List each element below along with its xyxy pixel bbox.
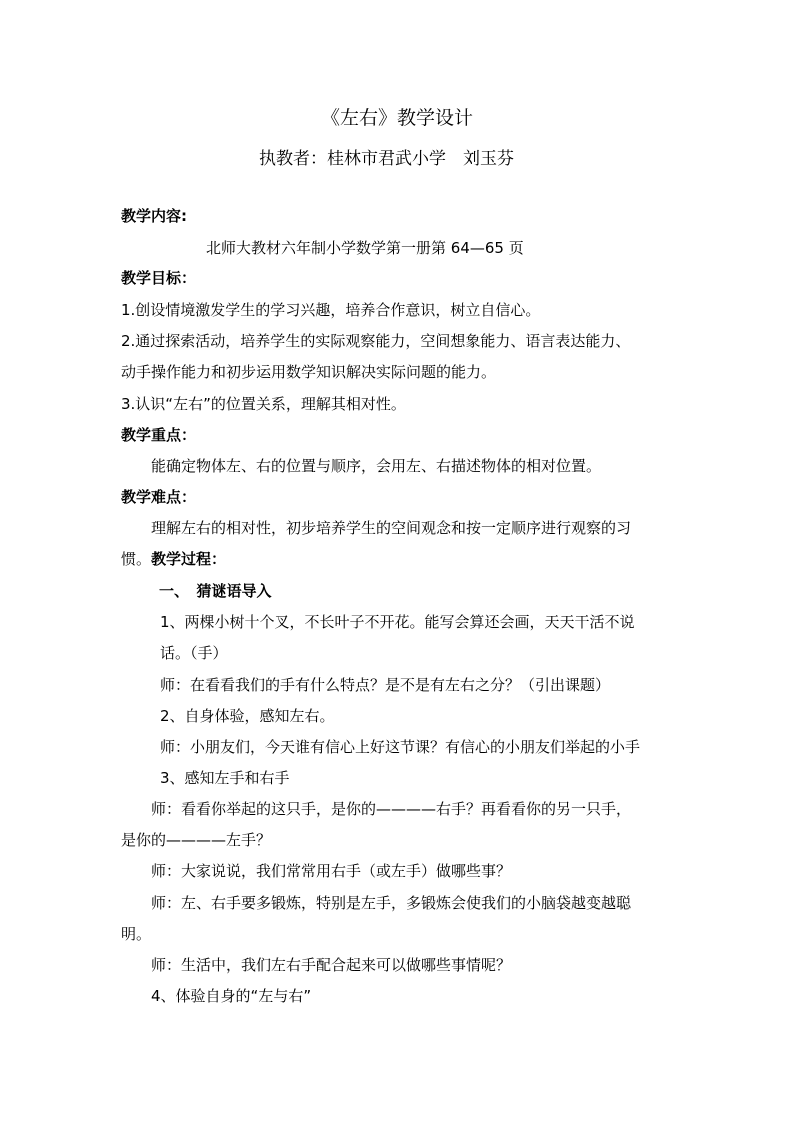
- riddle-line-2: 话。（手）: [160, 644, 228, 662]
- teacher-line-2: 师：小朋友们，今天谁有信心上好这节课？有信心的小朋友们举起的小手: [160, 738, 641, 756]
- difficulty-line-1: 理解左右的相对性，初步培养学生的空间观念和按一定顺序进行观察的习: [151, 519, 632, 537]
- step-2: 2、自身体验，感知左右。: [160, 707, 335, 725]
- objective-item-3: 3.认识“左右”的位置关系，理解其相对性。: [121, 395, 406, 413]
- step-4: 4、体验自身的“左与右”: [151, 987, 312, 1005]
- author-line: 执教者：桂林市君武小学 刘玉芬: [259, 149, 514, 169]
- teacher-line-5-part-2: 明。: [121, 925, 152, 943]
- objective-item-2-line-1: 2.通过探索活动，培养学生的实际观察能力，空间想象能力、语言表达能力、: [121, 332, 631, 350]
- section-1-title: 一、 猜谜语导入: [159, 582, 272, 600]
- page-title: 《左右》教学设计: [320, 107, 473, 129]
- teacher-line-4: 师：大家说说，我们常常用右手（或左手）做哪些事？: [151, 862, 512, 880]
- content-heading: 教学内容:: [121, 207, 187, 225]
- teacher-line-3-part-2: 是你的————左手？: [121, 831, 272, 849]
- content-text: 北师大教材六年制小学数学第一册第 64—65 页: [206, 239, 524, 257]
- teacher-line-5-part-1: 师：左、右手要多锻炼，特别是左手，多锻炼会使我们的小脑袋越变越聪: [151, 894, 632, 912]
- objectives-heading: 教学目标：: [121, 269, 197, 287]
- difficulty-line-2-text: 惯。: [121, 550, 152, 568]
- objective-item-2-line-2: 动手操作能力和初步运用数学知识解决实际问题的能力。: [121, 363, 497, 381]
- teacher-line-6: 师：生活中，我们左右手配合起来可以做哪些事情呢？: [151, 956, 512, 974]
- process-heading: 教学过程：: [151, 550, 227, 568]
- riddle-line-1: 1、两棵小树十个叉，不长叶子不开花。能写会算还会画，天天干活不说: [160, 613, 635, 631]
- teacher-line-1: 师：在看看我们的手有什么特点？是不是有左右之分？（引出课题）: [160, 676, 611, 694]
- objective-item-1: 1.创设情境激发学生的学习兴趣，培养合作意识，树立自信心。: [121, 301, 541, 319]
- key-point-text: 能确定物体左、右的位置与顺序，会用左、右描述物体的相对位置。: [151, 457, 602, 475]
- difficulty-heading: 教学难点：: [121, 488, 197, 506]
- difficulty-line-2: [121, 549, 226, 569]
- step-3: 3、感知左手和右手: [160, 769, 290, 787]
- key-point-heading: 教学重点：: [121, 426, 197, 444]
- teacher-line-3-part-1: 师：看看你举起的这只手，是你的————右手？再看看你的另一只手，: [151, 800, 632, 818]
